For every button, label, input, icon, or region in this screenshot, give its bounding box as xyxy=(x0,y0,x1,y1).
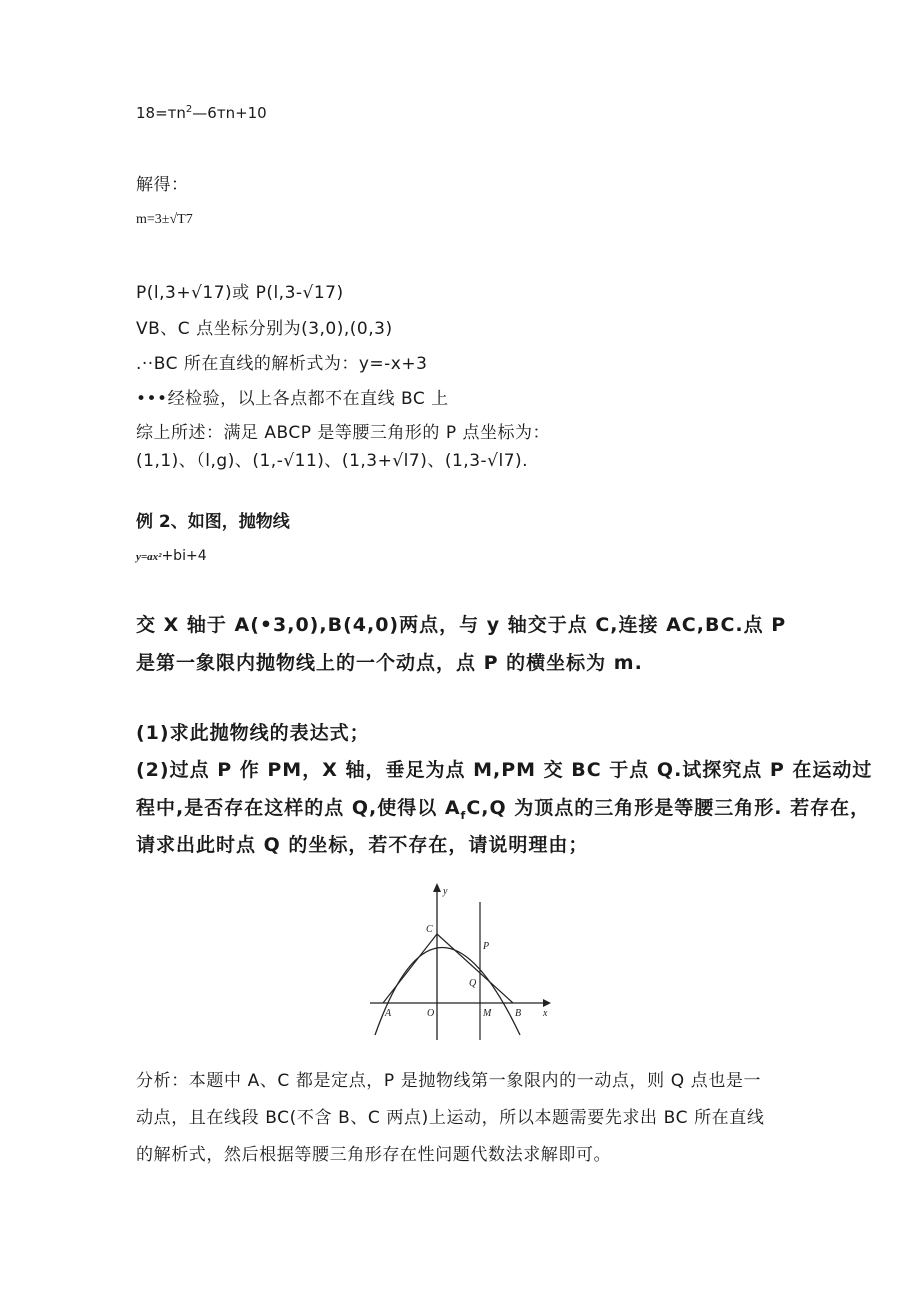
bc-line-equation: .··BC 所在直线的解析式为：y=-x+3 xyxy=(136,354,428,374)
label-x: x xyxy=(543,1008,548,1019)
label-q: Q xyxy=(469,978,477,989)
problem-line-1: 交 X 轴于 A(•3,0),B(4,0)两点，与 y 轴交于点 C,连接 AC,BC.点 P xyxy=(136,614,787,636)
analysis-line: 的解析式，然后根据等腰三角形存在性问题代数法求解即可。 xyxy=(136,1145,612,1165)
equation-part: 18=тn xyxy=(136,104,186,122)
equation-part: —6тn+10 xyxy=(192,104,267,122)
question-2-line-3: 请求出此时点 Q 的坐标，若不存在，请说明理由； xyxy=(136,834,589,856)
label-c: C xyxy=(426,924,433,935)
parabola-figure xyxy=(365,880,555,1045)
question-2-text: 程中,是否存在这样的点 Q,使得以 A xyxy=(136,797,461,819)
label-o: O xyxy=(427,1008,435,1019)
question-2-line-2 xyxy=(136,793,870,822)
question-2-text: C,Q 为顶点的三角形是等腰三角形. 若存在， xyxy=(466,797,871,819)
question-1: (1)求此抛物线的表达式； xyxy=(136,722,370,744)
formula-rest: +bi+4 xyxy=(161,548,207,564)
answer-list: (1,1)、（l,g)、(1,-√11)、(1,3+√l7)、(1,3-√l7). xyxy=(136,451,529,471)
question-2-line-1: (2)过点 P 作 PM，X 轴，垂足为点 M,PM 交 BC 于点 Q.试探究点 P 在运动过 xyxy=(136,759,873,781)
label-y: y xyxy=(443,886,448,897)
m-solution: m=3±√T7 xyxy=(136,212,193,227)
analysis-line: 分析：本题中 A、C 都是定点，P 是抛物线第一象限内的一动点，则 Q 点也是一 xyxy=(136,1071,762,1091)
analysis-paragraph xyxy=(136,1063,786,1174)
parabola-curve xyxy=(375,948,520,1036)
parabola-formula xyxy=(136,548,207,564)
y-axis-arrow-icon xyxy=(433,883,441,892)
check-statement: •••经检验，以上各点都不在直线 BC 上 xyxy=(136,389,449,409)
segment-ac xyxy=(383,934,437,1003)
summary-statement: 综上所述：满足 ABCP 是等腰三角形的 P 点坐标为： xyxy=(136,423,550,443)
formula-italic: y=ax² xyxy=(136,551,162,563)
equation-line xyxy=(136,104,267,122)
example-heading: 例 2、如图，抛物线 xyxy=(136,512,290,532)
label-m: M xyxy=(483,1008,492,1019)
analysis-line: 动点，且在线段 BC(不含 B、C 两点)上运动，所以本题需要先求出 BC 所在直线 xyxy=(136,1108,765,1128)
solve-label: 解得： xyxy=(136,175,189,195)
p-coordinates: P(l,3+√17)或 P(l,3-√17) xyxy=(136,283,344,303)
equation-superscript: 2 xyxy=(185,104,193,115)
label-p: P xyxy=(483,941,490,952)
bc-coordinates: VB、C 点坐标分别为(3,0),(0,3) xyxy=(136,319,393,339)
segment-cb xyxy=(437,934,513,1003)
problem-line-2: 是第一象限内抛物线上的一个动点，点 P 的横坐标为 m. xyxy=(136,652,643,674)
x-axis-arrow-icon xyxy=(543,999,551,1007)
question-2-subscript: f xyxy=(460,808,467,822)
label-a: A xyxy=(385,1008,392,1019)
label-b: B xyxy=(515,1008,522,1019)
